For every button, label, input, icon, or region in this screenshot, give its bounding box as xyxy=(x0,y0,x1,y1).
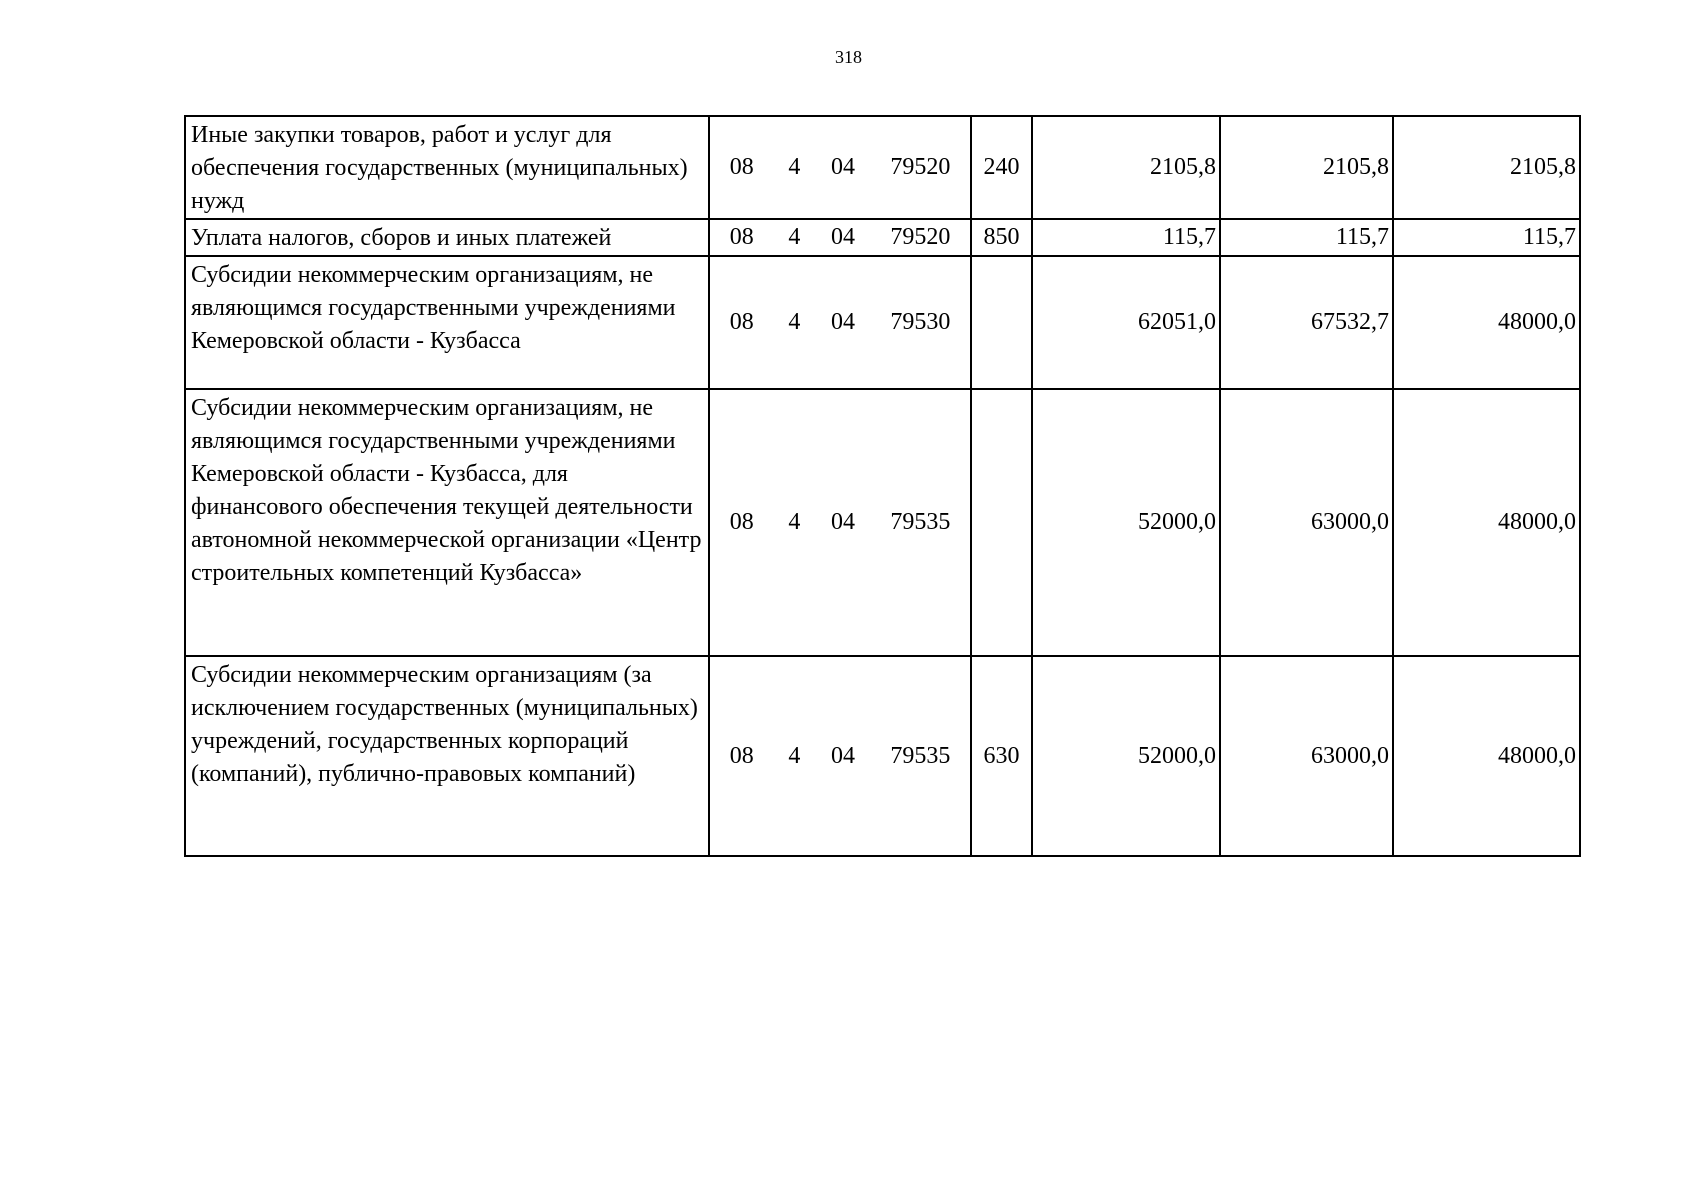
amount-year-3: 48000,0 xyxy=(1393,256,1580,389)
budget-table xyxy=(184,115,1581,857)
table-row xyxy=(185,256,1580,389)
amount-year-2: 2105,8 xyxy=(1220,116,1393,219)
amount-year-2: 67532,7 xyxy=(1220,256,1393,389)
program-code-cell xyxy=(709,389,971,656)
code-program: 4 xyxy=(788,224,801,250)
code-section: 08 xyxy=(729,509,754,535)
code-direction: 79520 xyxy=(890,224,951,250)
code-program: 4 xyxy=(788,742,801,769)
code-direction: 79535 xyxy=(890,509,951,535)
amount-year-3: 115,7 xyxy=(1393,219,1580,256)
code-section: 08 xyxy=(729,154,754,180)
amount-year-1: 52000,0 xyxy=(1032,389,1220,656)
code-section: 08 xyxy=(729,309,754,335)
amount-year-3: 2105,8 xyxy=(1393,116,1580,219)
code-subprogram: 04 xyxy=(830,309,855,335)
code-section: 08 xyxy=(729,224,754,250)
amount-year-2: 115,7 xyxy=(1220,219,1393,256)
program-code-cell xyxy=(709,656,971,856)
code-section: 08 xyxy=(729,742,754,769)
row-description: Субсидии некоммерческим организациям, не являющимся государственными учреждениями Кемеровской области - Кузбасса xyxy=(185,256,709,389)
expense-type-code xyxy=(971,256,1032,389)
amount-year-1: 2105,8 xyxy=(1032,116,1220,219)
table-row xyxy=(185,656,1580,856)
table-row xyxy=(185,219,1580,256)
page-number: 318 xyxy=(835,47,862,67)
amount-year-1: 62051,0 xyxy=(1032,256,1220,389)
program-code-cell xyxy=(709,256,971,389)
expense-type-code: 850 xyxy=(971,219,1032,256)
amount-year-2: 63000,0 xyxy=(1220,656,1393,856)
code-program: 4 xyxy=(788,309,801,335)
expense-type-code: 630 xyxy=(971,656,1032,856)
row-description: Иные закупки товаров, работ и услуг для обеспечения государственных (муниципальных) нужд xyxy=(185,116,709,219)
table-row xyxy=(185,389,1580,656)
code-subprogram: 04 xyxy=(830,742,855,769)
program-code-cell xyxy=(709,219,971,256)
program-code-cell xyxy=(709,116,971,219)
code-subprogram: 04 xyxy=(830,224,855,250)
code-program: 4 xyxy=(788,509,801,535)
row-description: Субсидии некоммерческим организациям, не являющимся государственными учреждениями Кемеровской области - Кузбасса, для финансового обеспечения текущей деятельности автономной некоммерческой организации «Центр строительных компетенций Кузбасса» xyxy=(185,389,709,656)
expense-type-code: 240 xyxy=(971,116,1032,219)
code-direction: 79535 xyxy=(890,742,951,769)
amount-year-3: 48000,0 xyxy=(1393,656,1580,856)
code-direction: 79530 xyxy=(890,309,951,335)
code-program: 4 xyxy=(788,154,801,180)
table-row xyxy=(185,116,1580,219)
amount-year-2: 63000,0 xyxy=(1220,389,1393,656)
row-description: Субсидии некоммерческим организациям (за исключением государственных (муниципальных) учреждений, государственных корпораций (компаний), публично-правовых компаний) xyxy=(185,656,709,856)
amount-year-1: 52000,0 xyxy=(1032,656,1220,856)
code-subprogram: 04 xyxy=(830,154,855,180)
expense-type-code xyxy=(971,389,1032,656)
code-direction: 79520 xyxy=(890,154,951,180)
row-description: Уплата налогов, сборов и иных платежей xyxy=(185,219,709,256)
code-subprogram: 04 xyxy=(830,509,855,535)
amount-year-1: 115,7 xyxy=(1032,219,1220,256)
amount-year-3: 48000,0 xyxy=(1393,389,1580,656)
